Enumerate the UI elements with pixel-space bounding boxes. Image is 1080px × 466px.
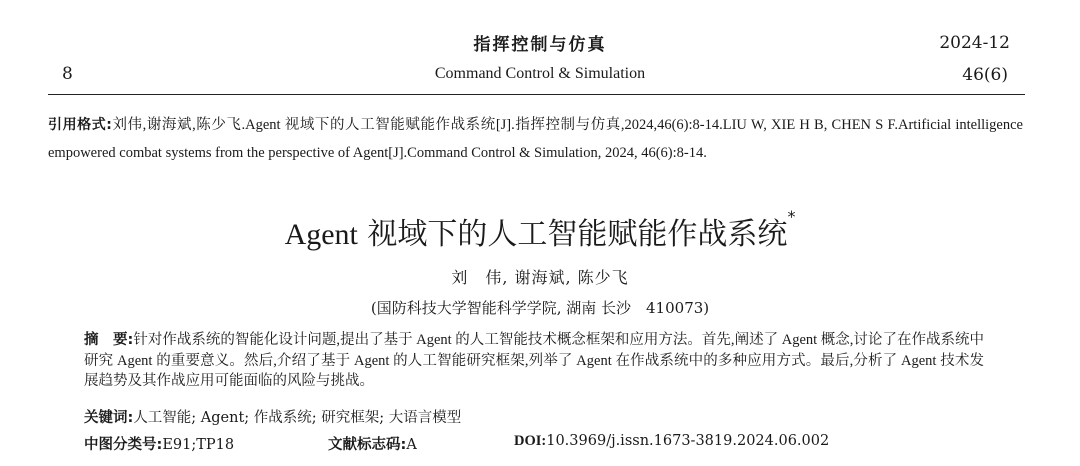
abstract-text: 针对作战系统的智能化设计问题,提出了基于 Agent 的人工智能技术概念框架和应用方法。首先,阐述了 Agent 概念,讨论了在作战系统中研究 Agent 的重要意义。然后,介绍了基于 Agent 的人工智能研究框架,列举了 Agent 在作战系统中的多种应用方式。最后,分析了 Agent 技术发展趋势及其作战应用可能面临的风险与挑战。 bbox=[84, 332, 984, 389]
authors: 刘 伟, 谢海斌, 陈少飞 bbox=[451, 268, 629, 287]
abstract-label: 摘 要: bbox=[84, 332, 134, 348]
title-cn-part: 视域下的人工智能赋能作战系统 bbox=[357, 217, 788, 252]
citation-label: 引用格式: bbox=[48, 117, 112, 133]
doi-value: 10.3969/j.issn.1673-3819.2024.06.002 bbox=[546, 433, 830, 449]
issue-date: 2024-12 bbox=[939, 33, 1010, 53]
journal-title-cn: 指挥控制与仿真 bbox=[473, 35, 607, 55]
clc-label: 中图分类号: bbox=[84, 437, 163, 453]
keywords-text: 人工智能; Agent; 作战系统; 研究框架; 大语言模型 bbox=[133, 410, 462, 426]
citation-text: 刘伟,谢海斌,陈少飞.Agent 视域下的人工智能赋能作战系统[J].指挥控制与仿真,2024,46(6):8-14.LIU W, XIE H B, CHEN S F.Artificial intelligence empowered combat systems from the perspective of Agent[J].Command Control & Simulation, 2024, 46(6):8-14. bbox=[48, 117, 1023, 161]
doc-code-field bbox=[328, 433, 417, 454]
doi-label: DOI: bbox=[514, 433, 547, 449]
doc-code-label: 文献标志码: bbox=[328, 437, 407, 453]
article-title bbox=[0, 209, 1080, 253]
abstract bbox=[84, 330, 984, 392]
page-number: 8 bbox=[62, 64, 73, 84]
journal-title-en: Command Control & Simulation bbox=[434, 65, 646, 82]
doi-field bbox=[514, 433, 829, 450]
title-en-part: Agent bbox=[284, 218, 358, 251]
clc-field bbox=[84, 433, 234, 454]
header-divider bbox=[48, 94, 1025, 95]
doc-code-value: A bbox=[406, 437, 417, 453]
citation-format bbox=[48, 111, 1023, 167]
keywords bbox=[84, 406, 461, 427]
clc-value: E91;TP18 bbox=[162, 437, 235, 453]
keywords-label: 关键词: bbox=[84, 410, 134, 426]
title-footnote-mark: * bbox=[787, 207, 796, 226]
affiliation: (国防科技大学智能科学学院, 湖南 长沙 410073) bbox=[370, 299, 710, 317]
volume-issue: 46(6) bbox=[962, 65, 1008, 85]
